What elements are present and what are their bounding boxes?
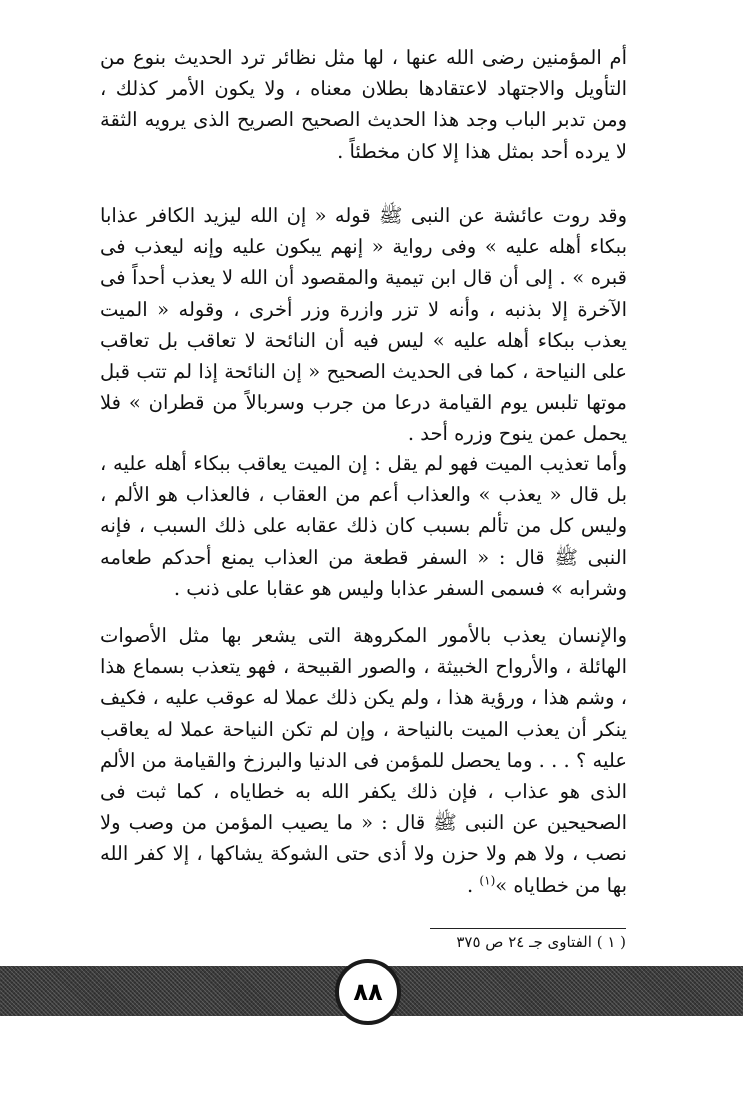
paragraph-4-body: والإنسان يعذب بالأمور المكروهة التى يشعر بها مثل الأصوات الهائلة ، والأرواح الخبيثة ، والصور القبيحة ، فهو يتعذب بسماع هذا ، وشم هذا ، ورؤية هذا ، ولم يكن ذلك عملا له عوقب عليه ، فكيف ينكر أن يعذب الميت بالنياحة ، وإن لم تكن النياحة عملا له يعاقب عليه ؟ . . . وما يحصل للمؤمن فى الدنيا والبرزخ والقيامة من الألم الذى هو عذاب ، فإن ذلك يكفر الله به خطاياه ، كما ثبت فى الصحيحين عن النبى ﷺ قال : « ما يصيب المؤمن من وصب ولا نصب ، ولا هم ولا حزن ولا أذى حتى الشوكة يشاكها ، إلا كفر الله بها من خطاياه » (100, 624, 627, 897)
footnote-reference-marker: (١) (479, 873, 496, 888)
paragraph-4 (100, 620, 627, 901)
paragraph-1: أم المؤمنين رضى الله عنها ، لها مثل نظائر ترد الحديث بنوع من التأويل والاجتهاد لاعتقادها بطلان معناه ، ولا يكون الأمر كذلك ، ومن تدبر الباب وجد هذا الحديث الصحيح الصريح الذى يرويه الثقة لا يرده أحد بمثل هذا إلا كان مخطئاً . (100, 46, 627, 163)
paragraph-3: وأما تعذيب الميت فهو لم يقل : إن الميت يعاقب ببكاء أهله عليه ، بل قال « يعذب » والعذاب أعم من العقاب ، فالعذاب هو الألم ، وليس كل من تألم بسبب كان ذلك عقابه على ذلك السبب ، فإنه النبى ﷺ قال : « السفر قطعة من العذاب يمنع أحدكم طعامه وشرابه » فسمى السفر عذابا وليس هو عقابا على ذنب . (100, 452, 627, 600)
page-number-badge (335, 959, 401, 1025)
paragraph-4-end: . (467, 873, 480, 897)
paragraph-2: وقد روت عائشة عن النبى ﷺ قوله « إن الله ليزيد الكافر عذابا ببكاء أهله عليه » وفى رواية « إنهم يبكون عليه وإنه ليعذب فى قبره » . إلى أن قال ابن تيمية والمقصود أن الله لا يعذب أحداً فى الآخرة إلا بذنبه ، وأنه لا تزر وازرة وزر أخرى ، وقوله « الميت يعذب ببكاء أهله عليه » ليس فيه أن النائحة لا تعاقب بل تعاقب على النياحة ، كما فى الحديث الصحيح « إن النائحة إذا لم تتب قبل موتها تلبس يوم القيامة درعا من جرب وسربالاً من قطران » فلا يحمل عمن ينوح وزره أحد . (100, 204, 627, 446)
footnote-text: ( ١ ) الفتاوى جـ ٢٤ ص ٣٧٥ (456, 933, 626, 951)
footnote-divider (430, 928, 626, 929)
page-number: ٨٨ (353, 978, 383, 1006)
